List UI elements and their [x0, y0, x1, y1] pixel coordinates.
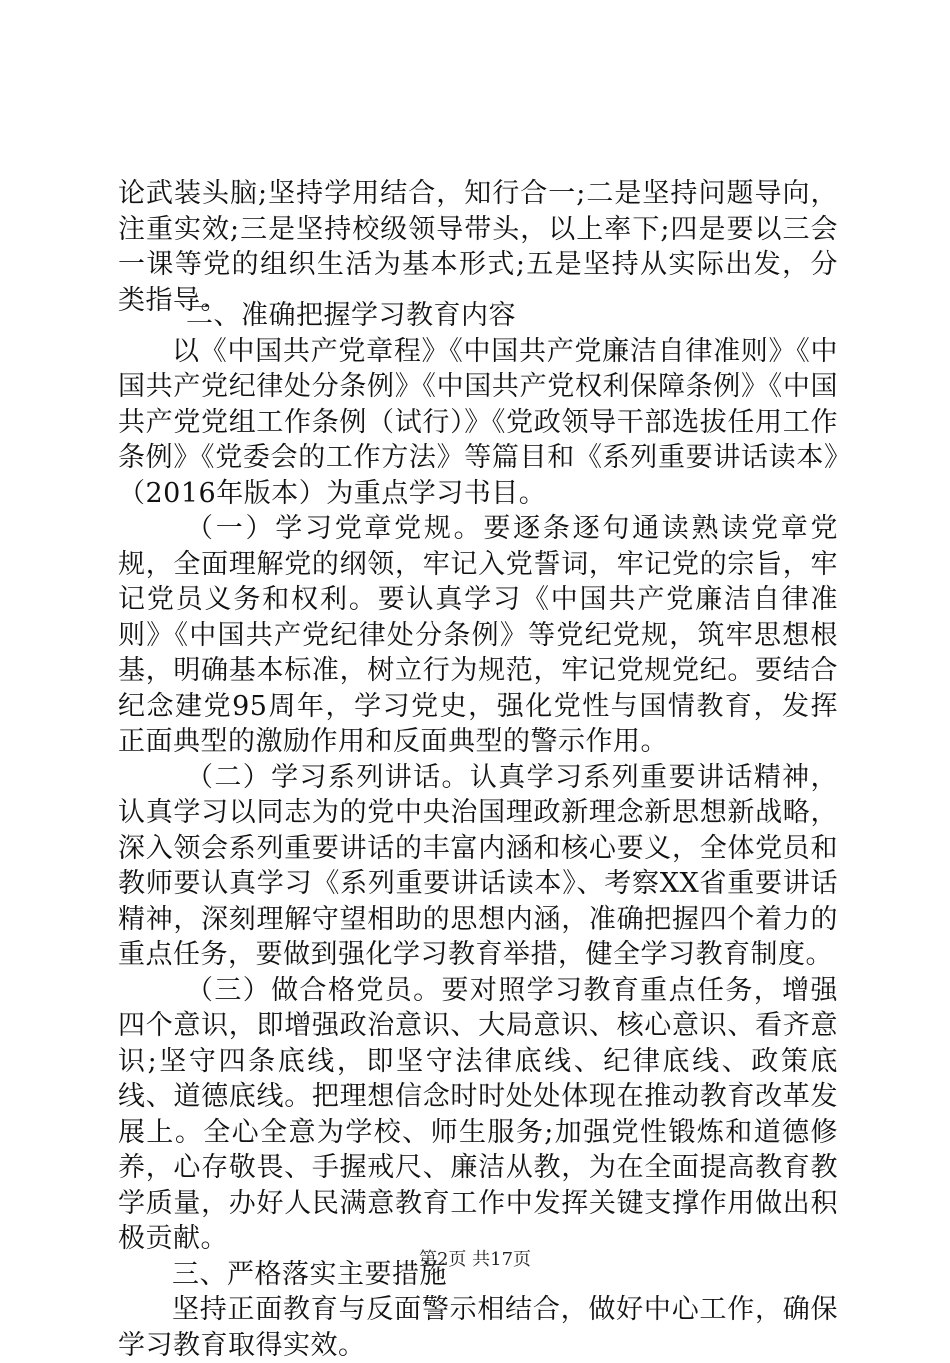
- section-2-heading: 二、准确把握学习教育内容: [186, 300, 516, 331]
- section-3-intro: 坚持正面教育与反面警示相结合，做好中心工作，确保学习教育取得实效。: [118, 1294, 838, 1361]
- item-1-paragraph: （一）学习党章党规。要逐条逐句通读熟读党章党规，全面理解党的纲领，牢记入党誓词，牢记党的宗旨，牢记党员义务和权利。要认真学习《中国共产党廉洁自律准则》《中国共产党纪律处分条例》等党纪党规，筑牢思想根基，明确基本标准，树立行为规范，牢记党规党纪。要结合纪念建党95周年，学习党史，强化党性与国情教育，发挥正面典型的激励作用和反面典型的警示作用。: [118, 513, 838, 757]
- continuation-block: [118, 176, 838, 318]
- section-2-intro: 以《中国共产党章程》《中国共产党廉洁自律准则》《中国共产党纪律处分条例》《中国共产党权利保障条例》《中国共产党党组工作条例（试行）》《党政领导干部选拔任用工作条例》《党委会的工作方法》等篇目和《系列重要讲话读本》（2016年版本）为重点学习书目。: [118, 335, 838, 509]
- item-3-paragraph: （三）做合格党员。要对照学习教育重点任务，增强四个意识，即增强政治意识、大局意识、核心意识、看齐意识;坚守四条底线，即坚守法律底线、纪律底线、政策底线、道德底线。把理想信念时时处处体现在推动教育改革发展上。全心全意为学校、师生服务;加强党性锻炼和道德修养，心存敬畏、手握戒尺、廉洁从教，为在全面提高教育教学质量，办好人民满意教育工作中发挥关键支撑作用做出积极贡献。: [118, 974, 838, 1254]
- section-3-heading: 三、严格落实主要措施: [172, 1258, 447, 1290]
- main-content-block: [118, 298, 838, 1363]
- page-number-footer: 第2页 共17页: [418, 1249, 532, 1270]
- item-2-paragraph: （二）学习系列讲话。认真学习系列重要讲话精神，认真学习以同志为的党中央治国理政新理念新思想新战略，深入领会系列重要讲话的丰富内涵和核心要义，全体党员和教师要认真学习《系列重要讲话读本》、考察XX省重要讲话精神，深刻理解守望相助的思想内涵，准确把握四个着力的重点任务，要做到强化学习教育举措，健全学习教育制度。: [118, 761, 838, 970]
- continuation-paragraph: 论武装头脑;坚持学用结合，知行合一;二是坚持问题导向，注重实效;三是坚持校级领导带头，以上率下;四是要以三会一课等党的组织生活为基本形式;五是坚持从实际出发，分类指导。: [118, 178, 838, 316]
